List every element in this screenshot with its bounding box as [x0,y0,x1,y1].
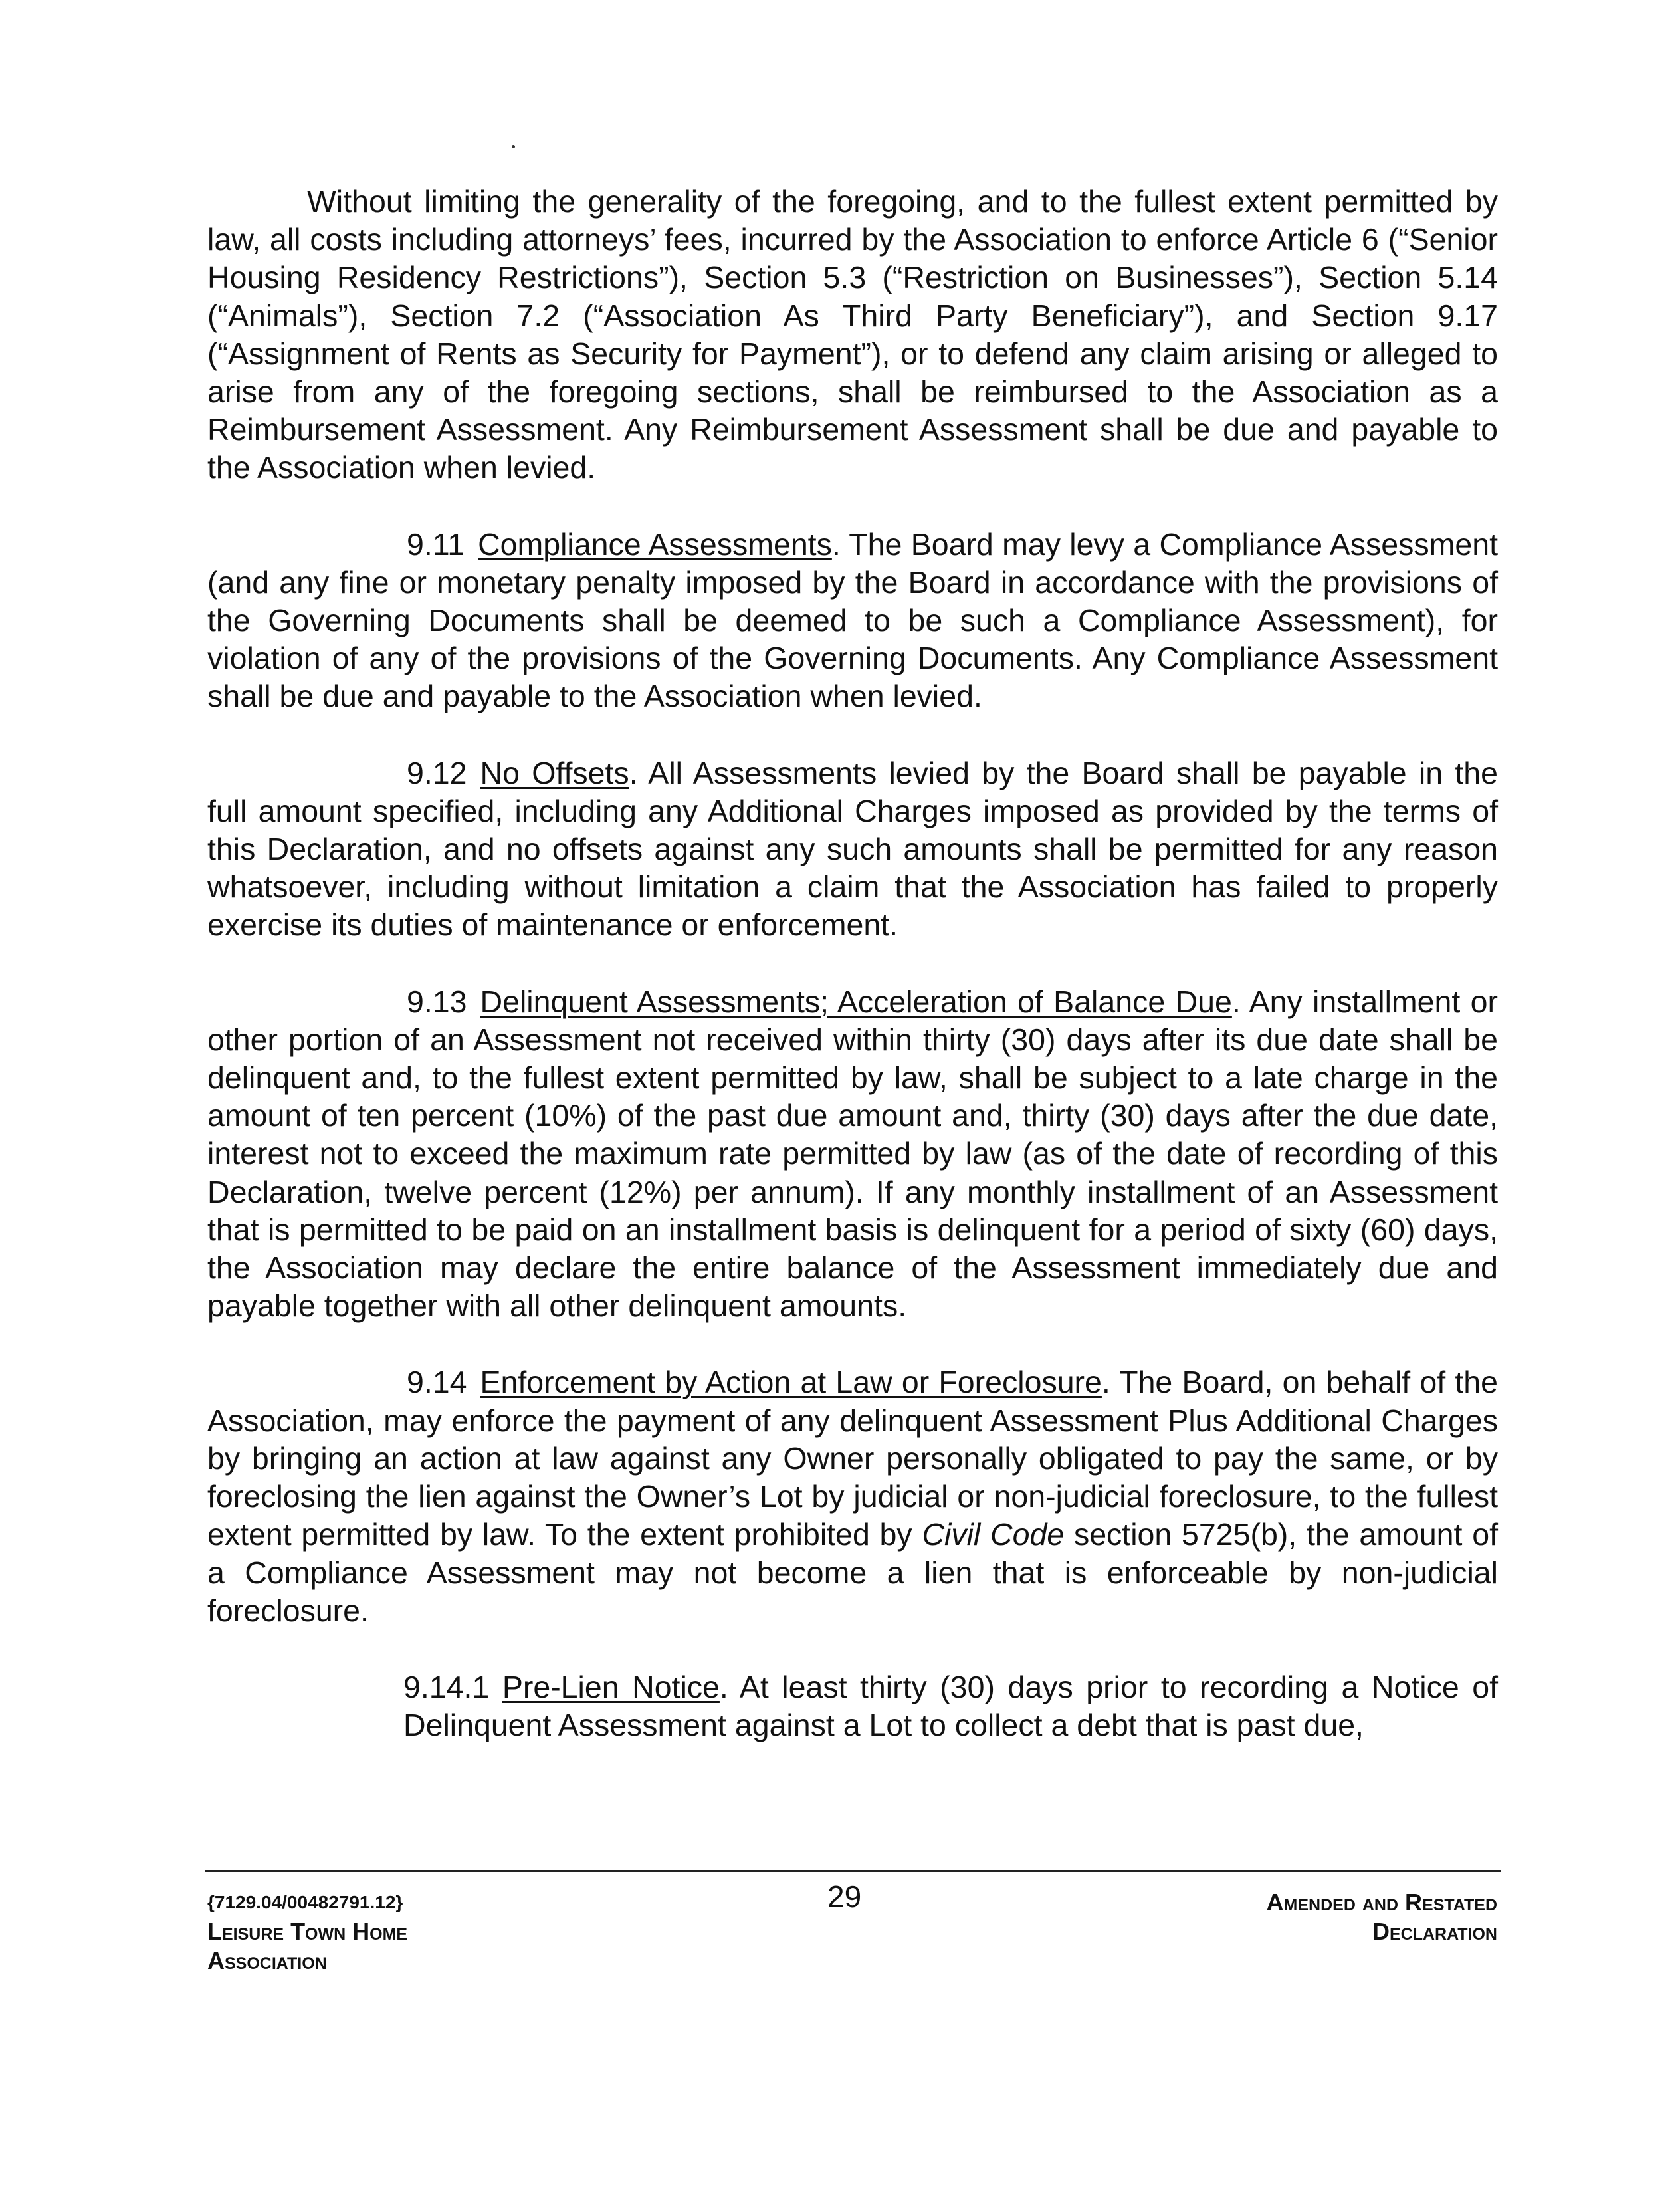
section-text: . The Board may levy a Compliance Assessment (and any fine or monetary penalty imposed by the Board in accordance with the provisions of the Governing Documents shall be deemed to be such a Compliance Assessment), for violation of any of the provisions of the Governing Documents. Any Compliance Assessment shall be due and payable to the Association when levied. [207,526,1499,714]
section-number: 9.14 [407,1365,467,1400]
paragraph-reimbursement [207,183,1498,487]
section-9-12 [207,754,1498,945]
section-text: . The Board, on behalf of the Association, may enforce the payment of any delinquent Assessment Plus Additional Charges by bringing an action at law against any Owner personally obligated to pay the same, or by foreclosing the lien against the Owner’s Lot by judicial or non-judicial foreclosure, to the fullest extent permitted by law. To the extent prohibited by [207,1365,1498,1552]
section-text-continued: section 5725(b), the amount of a Compliance Assessment may not become a lien that is enforceable by non-judicial foreclosure. [207,1517,1498,1628]
section-number: 9.13 [407,984,467,1019]
document-number: {7129.04/00482791.12} [207,1892,403,1912]
section-heading: No Offsets [480,755,629,790]
section-text: . Any installment or other portion of an Assessment not received within thirty (30) days after its due date shall be delinquent and, to the fullest extent permitted by law, shall be subject to a late charge in the amount of ten percent (10%) of the past due amount and, thirty (30) days after the due date, interest not to exceed the maximum rate permitted by law (as of the date of recording of this Declaration, twelve percent (12%) per annum). If any monthly installment of an Assessment that is permitted to be paid on an installment basis is delinquent for a period of sixty (60) days, the Association may declare the entire balance of the Assessment immediately due and payable together with all other delinquent amounts. [207,984,1498,1324]
footer-title-line1: Amended and Restated [1266,1889,1497,1916]
italic-citation: Civil Code [922,1517,1065,1552]
section-number: 9.14.1 [403,1669,490,1704]
body-text [207,183,1498,1783]
section-text: . All Assessments levied by the Board shall be payable in the full amount specified, including any Additional Charges imposed as provided by the terms of this Declaration, and no offsets against any such amounts shall be permitted for any reason whatsoever, including without limitation a claim that the Association has failed to properly exercise its duties of maintenance or enforcement. [207,755,1499,943]
footer-left [207,1888,407,1976]
section-number: 9.11 [407,526,465,562]
section-number: 9.12 [407,755,467,790]
footer-title-line2: Declaration [1372,1918,1497,1945]
section-heading: Compliance Assessments [478,526,832,562]
footer-association-line2: Association [207,1947,327,1974]
scan-speck [512,145,515,148]
section-text: . At least thirty (30) days prior to recording a Notice of Delinquent Assessment against a Lot to collect a debt that is past due, [403,1669,1499,1743]
section-9-14-1 [403,1669,1498,1744]
section-heading: Delinquent Assessments; Acceleration of Balance Due [480,984,1232,1019]
section-9-11 [207,526,1498,716]
section-9-13 [207,983,1498,1326]
paragraph-text: Without limiting the generality of the foregoing, and to the fullest extent permitted by law, all costs including attorneys’ fees, incurred by the Association to enforce Article 6 (“Senior Housing Residency Restrictions”), Section 5.3 (“Restriction on Businesses”), Section 5.14 (“Animals”), Section 7.2 (“Association As Third Party Beneficiary”), and Section 9.17 (“Assignment of Rents as Security for Payment”), or to defend any claim arising or alleged to arise from any of the foregoing sections, shall be reimbursed to the Association as a Reimbursement Assessment. Any Reimbursement Assessment shall be due and payable to the Association when levied. [207,184,1498,485]
footer-association-line1: Leisure Town Home [207,1918,408,1945]
footer-right [1267,1888,1497,1946]
section-heading: Enforcement by Action at Law or Foreclosure [480,1365,1102,1400]
section-9-14 [207,1363,1498,1629]
page-number: 29 [827,1879,862,1914]
footer-rule [205,1870,1501,1872]
section-heading: Pre-Lien Notice [502,1669,720,1704]
